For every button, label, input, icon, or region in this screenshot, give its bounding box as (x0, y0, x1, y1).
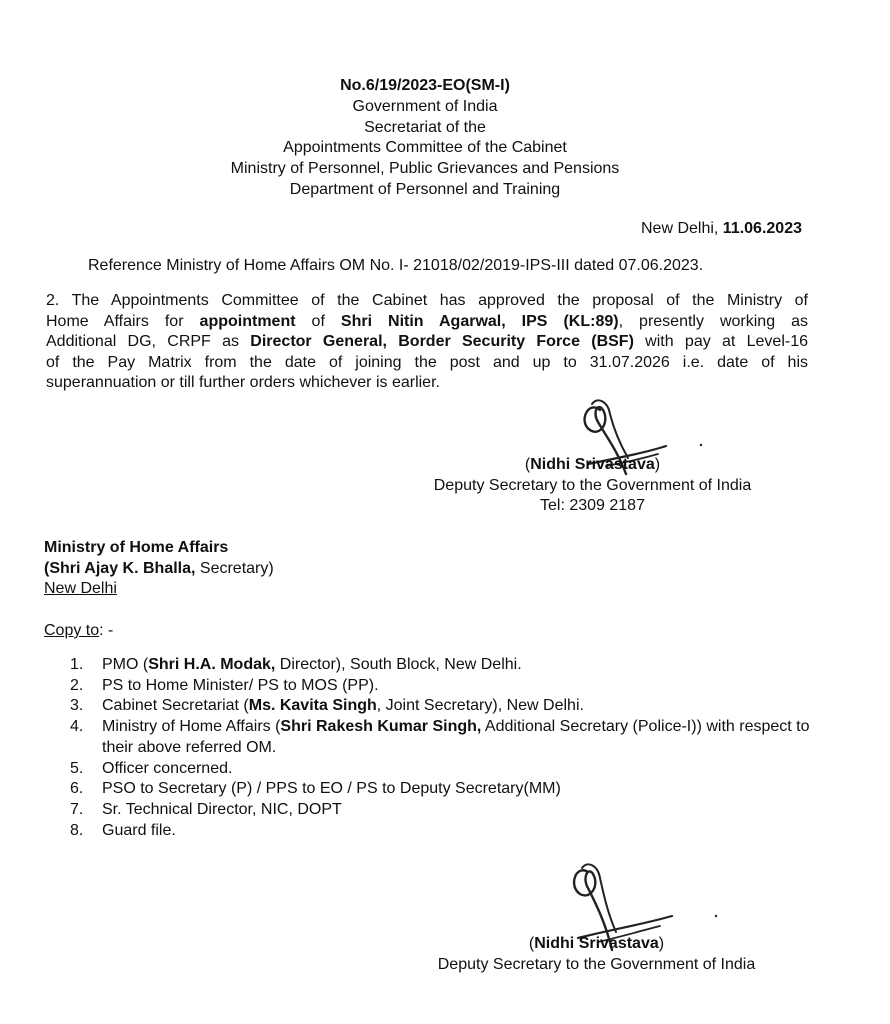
date-value: 11.06.2023 (722, 220, 802, 237)
letter-date (641, 219, 802, 239)
copy-list-text: PMO ( (102, 656, 149, 673)
copy-list-text: Guard file. (102, 821, 176, 839)
copy-list-text: Additional Secretary (Police-I)) with respect to their above referred OM. (102, 718, 810, 756)
copy-list-text: Officer concerned. (102, 759, 233, 777)
copy-list-text: Sr. Technical Director, NIC, DOPT (102, 800, 342, 818)
paragraph-text: Additional DG, CRPF as (46, 333, 251, 350)
copy-list-item (70, 676, 820, 697)
paragraph-text: of (295, 312, 341, 330)
header-line-ministry: Ministry of Personnel, Public Grievances and Pensions (230, 160, 620, 178)
copy-list-text: Director), South Block, New Delhi. (275, 656, 522, 673)
copy-list-text: PS to Home Minister/ PS to MOS (PP). (102, 676, 379, 694)
paragraph-text: of the Pay Matrix from the date of joining the post and up to 31.07.2026 i.e. date of his (46, 353, 808, 371)
copy-list-number: 3. (70, 697, 84, 715)
copy-to-suffix: : - (99, 622, 114, 639)
copy-list-recipient-name: Ms. Kavita Singh (248, 697, 377, 715)
paragraph-text: , presently working as (618, 312, 809, 330)
signatory-name-text: Nidhi Srivastava (530, 456, 655, 473)
addressee-block (44, 538, 274, 600)
copy-list-number: 8. (70, 821, 84, 839)
paragraph-text: 2. The Appointments Committee of the Cabinet has approved the proposal of the Ministry of (46, 292, 808, 309)
copy-list-item (70, 717, 820, 758)
copy-list (70, 655, 820, 841)
copy-list-recipient-name: Shri Rakesh Kumar Singh, (280, 718, 482, 736)
copy-list-item (70, 696, 820, 717)
copy-list-text: Cabinet Secretariat ( (102, 697, 249, 715)
copy-list-item (70, 779, 820, 800)
paren: ) (654, 456, 661, 473)
appointment-term: appointment (199, 312, 296, 330)
header-line-secretariat: Secretariat of the (364, 118, 486, 136)
addressee-designation: Secretary) (195, 559, 274, 577)
paragraph-line (46, 312, 808, 333)
signatory-name (414, 934, 779, 955)
paragraph-text: Home Affairs for (46, 312, 200, 330)
copy-list-number: 1. (70, 656, 84, 673)
paren: ) (658, 935, 665, 952)
signatory-designation: Deputy Secretary to the Government of India (437, 955, 756, 973)
appointed-post: Director General, Border Security Force (BSF) (250, 333, 634, 350)
addressee-name: Shri Ajay K. Bhalla, (49, 559, 196, 577)
paragraph-text: superannuation or till further orders whichever is earlier. (46, 374, 440, 391)
main-paragraph (46, 291, 808, 394)
addressee-ministry: Ministry of Home Affairs (44, 539, 229, 556)
paragraph-line (46, 373, 808, 394)
copy-to-heading (44, 621, 113, 641)
copy-list-item (70, 759, 820, 780)
signature-block-1 (410, 455, 775, 517)
reference-line: Reference Ministry of Home Affairs OM No. I- 21018/02/2019-IPS-III dated 07.06.2023. (88, 257, 704, 274)
paragraph-text: with pay at Level-16 (633, 333, 808, 350)
paren: ( (44, 559, 50, 577)
appointee-name: Shri Nitin Agarwal, IPS (KL:89) (340, 312, 619, 330)
paragraph-line (46, 332, 808, 353)
paren: ( (524, 456, 531, 473)
date-place: New Delhi, (640, 220, 723, 237)
copy-list-number: 5. (70, 759, 84, 777)
signatory-designation: Deputy Secretary to the Government of India (433, 476, 752, 494)
copy-list-number: 6. (70, 780, 84, 798)
signature-block-2 (414, 934, 779, 975)
addressee-city: New Delhi (44, 580, 117, 597)
paragraph-line (46, 291, 808, 312)
copy-list-text: PSO to Secretary (P) / PPS to EO / PS to Deputy Secretary(MM) (102, 780, 561, 798)
signatory-name (410, 455, 775, 476)
copy-list-number: 2. (70, 676, 84, 694)
copy-list-text: Ministry of Home Affairs ( (102, 718, 281, 736)
header-line-committee: Appointments Committee of the Cabinet (283, 139, 567, 157)
copy-list-number: 4. (70, 718, 84, 736)
copy-list-item (70, 800, 820, 821)
copy-list-item (70, 655, 820, 676)
signatory-telephone: Tel: 2309 2187 (540, 497, 645, 514)
header-line-government: Government of India (352, 97, 498, 115)
paragraph-line (46, 353, 808, 374)
copy-list-item (70, 821, 820, 842)
copy-to-label: Copy to (44, 622, 100, 639)
paren: ( (528, 935, 535, 952)
addressee-person (44, 559, 274, 580)
copy-list-text: , Joint Secretary), New Delhi. (376, 697, 584, 715)
header-line-department: Department of Personnel and Training (289, 180, 561, 198)
file-number: No.6/19/2023-EO(SM-I) (340, 77, 510, 94)
signatory-name-text: Nidhi Srivastava (534, 935, 659, 952)
letter-header (0, 76, 850, 201)
copy-list-recipient-name: Shri H.A. Modak, (148, 656, 276, 673)
copy-list-number: 7. (70, 800, 84, 818)
